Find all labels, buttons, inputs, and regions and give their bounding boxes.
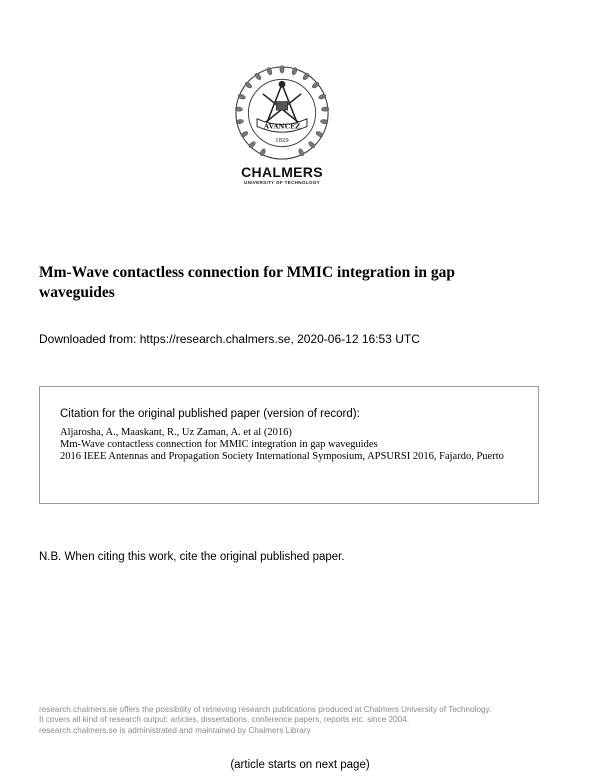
citation-title: Mm-Wave contactless connection for MMIC integration in gap waveguides — [60, 439, 378, 450]
paper-title-line: waveguides — [39, 284, 115, 301]
seal-motto: AVANCEZ — [263, 122, 301, 131]
citing-note: N.B. When citing this work, cite the original published paper. — [39, 551, 345, 563]
citation-box — [39, 386, 539, 504]
logo-name: CHALMERS — [241, 164, 323, 180]
footer-line: research.chalmers.se is administrated and maintained by Chalmers Library — [39, 726, 311, 735]
chalmers-logo — [232, 65, 332, 195]
citation-venue: 2016 IEEE Antennas and Propagation Society International Symposium, APSURSI 2016, Fajardo, Puerto — [60, 451, 504, 462]
seal-year: 1829 — [275, 137, 289, 144]
article-starts-note: (article starts on next page) — [230, 759, 370, 771]
citation-heading: Citation for the original published paper (version of record): — [60, 408, 360, 420]
footer-line: research.chalmers.se offers the possibility of retrieving research publications produced at Chalmers University of Technology. — [39, 705, 492, 714]
logo-subtitle: UNIVERSITY OF TECHNOLOGY — [243, 180, 321, 185]
paper-title-line: Mm-Wave contactless connection for MMIC integration in gap — [39, 264, 456, 281]
downloaded-from: Downloaded from: https://research.chalmers.se, 2020-06-12 16:53 UTC — [39, 332, 420, 346]
footer-line: It covers all kind of research output: articles, dissertations, conference papers, reports etc. since 2004. — [39, 715, 409, 724]
paper-title — [39, 263, 539, 303]
chalmers-seal-icon — [234, 65, 330, 161]
citation-authors: Aljarosha, A., Maaskant, R., Uz Zaman, A. et al (2016) — [60, 427, 292, 438]
